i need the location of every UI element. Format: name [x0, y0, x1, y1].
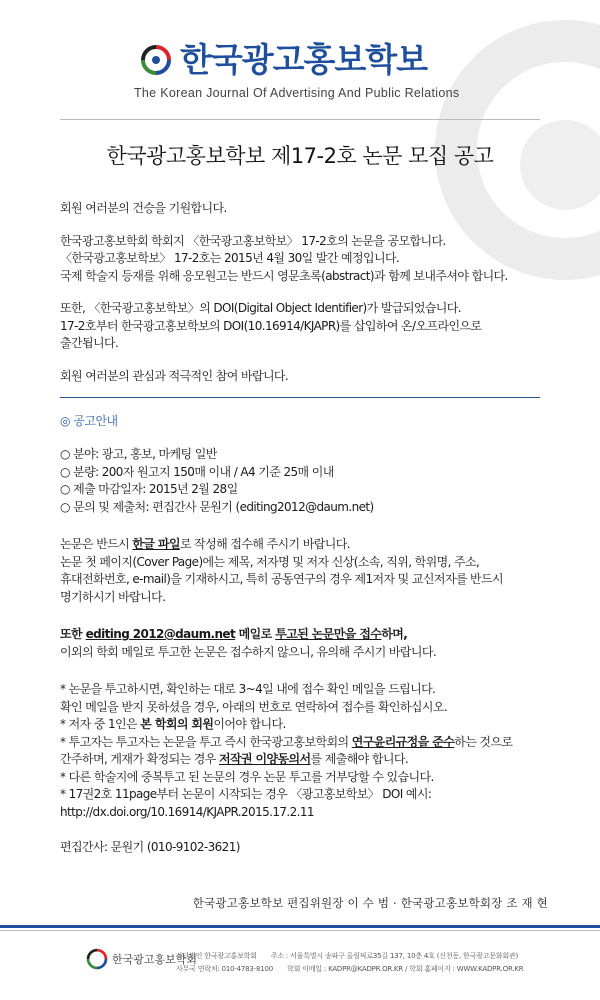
closing-line: 회원 여러분의 관심과 적극적인 참여 바랍니다. [60, 368, 289, 383]
journal-logo [140, 40, 428, 79]
page-title: 한국광고홍보학보 제17-2호 논문 모집 공고 [106, 144, 494, 168]
text-line: 출간됩니다. [60, 336, 119, 350]
society-emblem-icon [86, 948, 108, 970]
text-span: * 투고자는 투고자는 논문을 투고 즉시 한국광고홍보학회의 [60, 734, 352, 749]
submission-paragraph [60, 536, 560, 606]
org-address: 주소 : 서울특별시 송파구 올림픽로35길 137, 10층 4호 (신천동, 한국광고문화회관) [270, 952, 519, 960]
text-span: 를 제출해야 합니다. [310, 752, 409, 766]
text-line: 논문 첫 페이지(Cover Page)에는 제목, 저자명 및 저자 신상(소속, 직위, 학위명, 주소, [60, 554, 480, 569]
text-span: 메일로 [235, 627, 276, 641]
notes-list [60, 681, 560, 821]
journal-emblem-icon [140, 44, 172, 76]
notice-list [60, 446, 560, 516]
footer-line-2 [176, 963, 523, 976]
text-line [60, 536, 560, 554]
text-line: 이외의 학회 메일로 투고한 논문은 접수하지 않으니, 유의해 주시기 바랍니다. [60, 644, 437, 659]
footer-logo-text: 한국광고홍보학회 [112, 953, 198, 966]
text-line: 한국광고홍보학회 학회지 〈한국광고홍보학보〉 17-2호의 논문을 공모합니다. [60, 233, 446, 248]
note-item: * 17권2호 11page부터 논문이 시작되는 경우 〈광고홍보학보〉 DOI 예시: [60, 787, 432, 801]
footer-rule [0, 930, 600, 931]
text-line: 17-2호부터 한국광고홍보학보의 DOI(10.16914/KJAPR)를 삽입하여 온/오프라인으로 [60, 318, 482, 333]
emphasis-submitted-only: 투고된 논문만을 접수 [275, 627, 382, 641]
text-span: 또한 [60, 627, 86, 641]
note-item: * 논문을 투고하시면, 확인하는 대로 3~4일 내에 접수 확인 메일을 드립니다. [60, 682, 436, 696]
text-span: 논문은 반드시 [60, 537, 133, 551]
notice-item: ○ 문의 및 제출처: 편집간사 문원기 (editing2012@daum.net) [60, 499, 374, 514]
header-divider [60, 119, 540, 120]
text-span: 이어야 합니다. [213, 717, 286, 731]
logo-text: 한국광고홍보학보 [180, 40, 428, 79]
announcement-body [60, 200, 560, 872]
text-span: * 저자 중 1인은 [60, 717, 141, 731]
emphasis-copyright: 저작권 이양동의서 [218, 752, 311, 766]
text-line: 국제 학술지 등재를 위해 응모원고는 반드시 영문초록(abstract)과 함께 보내주셔야 합니다. [60, 268, 508, 283]
text-line: 휴대전화번호, e-mail)을 기재하시고, 특히 공동연구의 경우 제1저자 및 교신저자를 반드시 [60, 572, 504, 586]
text-line [60, 626, 560, 644]
emphasis-hwp-file: 한글 파일 [132, 537, 180, 551]
intro-paragraph-1 [60, 233, 560, 286]
journal-subtitle: The Korean Journal Of Advertising And Public Relations [134, 86, 460, 100]
text-line: 또한, 〈한국광고홍보학보〉의 DOI(Digital Object Identifier)가 발급되었습니다. [60, 301, 461, 315]
text-line: 명기하시기 바랍니다. [60, 589, 166, 604]
note-item [60, 716, 560, 734]
text-span: 간주하며, 게재가 확정되는 경우 [60, 752, 219, 766]
note-item: http://dx.doi.org/10.16914/KJAPR.2015.17.2.11 [60, 804, 314, 819]
footer-bar [0, 925, 600, 928]
notice-heading: ◎ 공고안내 [60, 414, 118, 428]
notice-item: ○ 분야: 광고, 홍보, 마케팅 일반 [60, 447, 217, 461]
notice-item: ○ 분량: 200자 원고지 150매 이내 / A4 기준 25매 이내 [60, 464, 334, 479]
section-divider [60, 397, 540, 398]
text-span: 하며, [381, 627, 408, 641]
text-span: 하는 것으로 [454, 734, 513, 749]
text-span: 로 작성해 접수해 주시기 바랍니다. [179, 537, 350, 551]
office-phone: 사무국 연락처: 010-4783-8100 [176, 965, 274, 973]
society-email: 학회 이메일 : KADPR@KADPR.OR.KR [287, 965, 403, 973]
org-name: 사단법인 한국광고홍보학회 [176, 952, 257, 960]
emphasis-member: 본 학회의 회원 [140, 717, 214, 731]
emphasis-ethics: 연구윤리규정을 준수 [351, 734, 455, 749]
email-note [60, 626, 560, 661]
submission-email: editing 2012@daum.net [85, 627, 236, 641]
note-item [60, 751, 560, 769]
footer-line-1 [176, 950, 523, 963]
greeting: 회원 여러분의 건승을 기원합니다. [60, 201, 227, 215]
note-item: * 다른 학술지에 중복투고 된 논문의 경우 논문 투고를 거부당할 수 있습니다. [60, 769, 434, 784]
note-item: 확인 메일을 받지 못하셨을 경우, 아래의 번호로 연락하여 접수를 확인하십시오. [60, 699, 448, 714]
footer-info [176, 950, 523, 976]
intro-paragraph-2 [60, 300, 560, 353]
text-line: 〈한국광고홍보학보〉 17-2호는 2015년 4월 30일 발간 예정입니다. [60, 251, 400, 265]
society-homepage: / 학회 홈페이지 : WWW.KADPR.OR.KR [404, 965, 524, 973]
notice-item: ○ 제출 마감일자: 2015년 2월 28일 [60, 482, 238, 496]
note-item [60, 734, 560, 752]
signature: 한국광고홍보학보 편집위원장 이 수 범 · 한국광고홍보학회장 조 재 현 [192, 896, 548, 910]
editor-contact: 편집간사: 문원기 (010-9102-3621) [60, 840, 240, 854]
